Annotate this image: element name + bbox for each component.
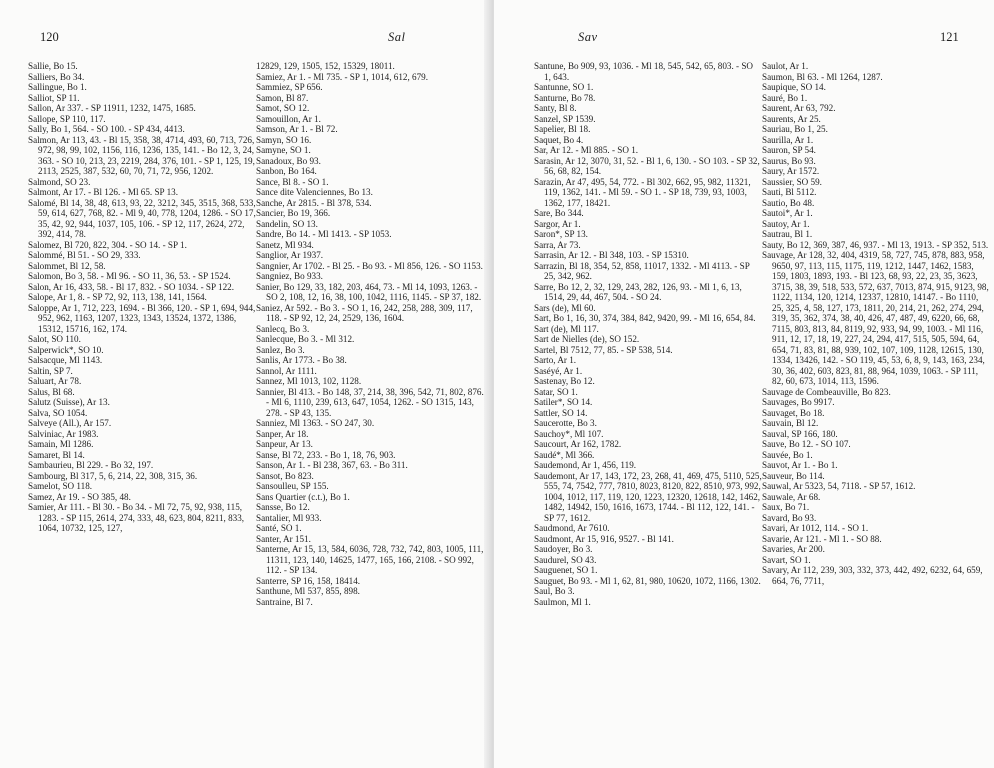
index-entry: Sart, Bo 1, 16, 30, 374, 384, 842, 9420, 99. - Ml 16, 654, 84. xyxy=(534,313,756,323)
index-entry: Saussier, SO 59. xyxy=(762,176,822,187)
index-entry: Sanlis, Ar 1773. - Bo 38. xyxy=(256,355,347,365)
index-entry: Sarrazin, Bl 18, 354, 52, 858, 11017, 1332. - Ml 4113. - SP 25, 342, 962. xyxy=(534,260,750,281)
index-entry: Salliot, SP 11. xyxy=(28,92,80,103)
index-entry: Saquet, Bo 4. xyxy=(534,134,584,145)
index-entry: Sannier, Bl 413. - Bo 148, 37, 214, 38, 396, 542, 71, 802, 876. - Ml 6, 1110, 239, 613, 647, 1054, 1262. - SO 1315, 143, 278. - SP 43, 135. xyxy=(256,386,484,418)
index-entry: Sapelier, Bl 18. xyxy=(534,124,591,134)
right-running-head: Sav xyxy=(578,30,598,44)
index-entry: Sartel, Bl 7512, 77, 85. - SP 538, 514. xyxy=(534,344,673,355)
index-entry: Santalier, Ml 933. xyxy=(256,512,322,523)
index-entry: Salomé, Bl 14, 38, 48, 613, 93, 22, 3212, 345, 3515, 368, 533, 59, 614, 627, 768, 82. - Ml 9, 40, 778, 1204, 1286. - SO 17, 35, 42, 92, 944, 1037, 105, 106. - SP 12, 117, 2624, 272, 392, 414, 78. xyxy=(28,197,256,239)
index-entry: Sarra, Ar 73. xyxy=(534,239,581,250)
index-entry: Saurilla, Ar 1. xyxy=(762,134,814,145)
index-entry: 12829, 129, 1505, 152, 15329, 18011. xyxy=(256,61,395,71)
index-entry: Saloppe, Ar 1, 712, 223, 1694. - Bl 366, 120. - SP 1, 694, 944, 952, 962, 1163, 1207, 1323, 1343, 13524, 1372, 1386, 15312, 15716, 162, 174. xyxy=(28,302,256,334)
index-entry: Santerne, Ar 15, 13, 584, 6036, 728, 732, 742, 803, 1005, 111, 11311, 123, 140, 14625, 1477, 165, 166, 2108. - SO 992, 112. - SP 134. xyxy=(256,544,484,575)
index-entry: Samon, Bl 87. xyxy=(256,92,309,103)
index-entry: Santhune, Ml 537, 855, 898. xyxy=(256,586,360,596)
index-entry: Satar, SO 1. xyxy=(534,386,578,397)
index-entry: Saucourt, Ar 162, 1782. xyxy=(534,439,622,449)
index-entry: Sance dite Valenciennes, Bo 13. xyxy=(256,187,373,197)
index-entry: Sanpeur, Ar 13. xyxy=(256,439,313,449)
index-entry: Sanetz, Ml 934. xyxy=(256,239,314,250)
index-entry: Sare, Bo 344. xyxy=(534,208,584,218)
index-entry: Samain, Ml 1286. xyxy=(28,439,94,449)
index-entry: Sandre, Bo 14. - Ml 1413. - SP 1053. xyxy=(256,229,392,239)
right-page xyxy=(494,0,994,768)
index-entry: Sauval, SP 166, 180. xyxy=(762,428,838,439)
index-entry: Sanzel, SP 1539. xyxy=(534,113,596,124)
index-entry: Saul, Bo 3. xyxy=(534,586,575,596)
index-entry: Sars (de), Ml 60. xyxy=(534,302,596,313)
index-entry: Sauwal, Ar 5323, 54, 7118. - SP 57, 1612. xyxy=(762,481,916,491)
index-entry: Salomon, Bo 3, 58. - Ml 96. - SO 11, 36, 53. - SP 1524. xyxy=(28,271,231,281)
index-entry: Saupique, SO 14. xyxy=(762,82,826,92)
index-entry: Sanper, Ar 18. xyxy=(256,428,309,439)
index-entry: Sart de Nielles (de), SO 152. xyxy=(534,334,640,344)
index-entry: Sallope, SP 110, 117. xyxy=(28,113,106,124)
index-entry: Sally, Bo 1, 564. - SO 100. - SP 434, 4413. xyxy=(28,124,185,134)
index-entry: Savarie, Ar 121. - Ml 1. - SO 88. xyxy=(762,533,882,544)
index-entry: Sarazin, Ar 47, 495, 54, 772. - Bl 302, 662, 95, 982, 11321, 119, 1362, 141. - Ml 59. - SO 1. - SP 18, 739, 93, 1003, 1362, 177, 18421. xyxy=(534,176,751,208)
index-entry: Saudmont, Ar 15, 916, 9527. - Bl 141. xyxy=(534,533,674,544)
right-page-number: 121 xyxy=(940,30,959,44)
index-entry: Sannol, Ar 1111. xyxy=(256,365,317,376)
index-entry: Saudoyer, Bo 3. xyxy=(534,544,593,554)
index-entry: Savard, Bo 93. xyxy=(762,512,817,523)
left-page-number: 120 xyxy=(40,30,59,44)
index-entry: Samiez, Ar 1. - Ml 735. - SP 1, 1014, 612, 679. xyxy=(256,71,429,82)
index-entry: Samaret, Bl 14. xyxy=(28,449,85,460)
index-entry: Sautrau, Bl 1. xyxy=(762,229,813,239)
index-entry: Sans Quartier (c.t.), Bo 1. xyxy=(256,491,350,502)
index-entry: Savary, Ar 112, 239, 303, 332, 373, 442, 492, 6232, 64, 659, 664, 76, 7711, xyxy=(762,565,983,586)
index-entry: Salliers, Bo 34. xyxy=(28,71,85,82)
index-entry: Saucerotte, Bo 3. xyxy=(534,418,597,428)
index-entry: Sanniez, Ml 1363. - SO 247, 30. xyxy=(256,418,375,428)
index-entry: Samier, Ar 111. - Bl 30. - Bo 34. - Ml 72, 75, 92, 938, 115, 1283. - SP 115, 2614, 274, 333, 48, 623, 804, 8211, 833, 1064, 10732, 125, 127, xyxy=(28,502,245,533)
index-entry: Salmon, Ar 113, 43. - Bl 15, 358, 38, 4714, 493, 60, 713, 726, 972, 98, 99, 102, 1156, 116, 1236, 135, 141. - Bo 12, 3, 24, 363. - SO 10, 213, 23, 2219, 284, 376, 101. - SP 1, 125, 19, 2113, 2525, 387, 532, 60, 70, 71, 72, 956, 1202. xyxy=(28,134,255,176)
index-entry: Savari, Ar 1012, 114. - SO 1. xyxy=(762,523,869,533)
index-entry: Sallie, Bo 15. xyxy=(28,61,78,71)
left-column-2 xyxy=(256,61,484,607)
index-entry: Saron*, SP 13. xyxy=(534,229,588,239)
left-column-1 xyxy=(28,61,256,534)
left-page xyxy=(0,0,492,768)
index-entry: Sandelin, SO 13. xyxy=(256,218,318,229)
index-entry: Saudé*, Ml 366. xyxy=(534,449,595,460)
index-entry: Salviniac, Ar 1983. xyxy=(28,428,99,439)
index-entry: Sanche, Ar 2815. - Bl 378, 534. xyxy=(256,197,372,208)
index-entry: Samelot, SO 118. xyxy=(28,481,93,491)
index-entry: Santé, SO 1. xyxy=(256,523,302,533)
index-entry: Santraine, Bl 7. xyxy=(256,596,313,607)
index-entry: Salperwick*, SO 10. xyxy=(28,344,104,355)
index-entry: Saulmon, Ml 1. xyxy=(534,596,591,607)
index-entry: Sansot, Bo 823. xyxy=(256,470,314,481)
index-entry: Sansse, Bo 12. xyxy=(256,502,310,512)
index-entry: Sauguenet, SO 1. xyxy=(534,565,598,575)
index-entry: Saurus, Bo 93. xyxy=(762,155,816,166)
index-entry: Salot, SO 110. xyxy=(28,334,81,344)
index-entry: Salope, Ar 1, 8. - SP 72, 92, 113, 138, 141, 1564. xyxy=(28,292,207,302)
index-entry: Sangniez, Bo 933. xyxy=(256,271,323,281)
index-entry: Saumon, Bl 63. - Ml 1264, 1287. xyxy=(762,71,883,82)
index-entry: Sautio, Bo 48. xyxy=(762,197,815,208)
index-entry: Sauvages, Bo 9917. xyxy=(762,397,835,407)
index-entry: Sanse, Bl 72, 233. - Bo 1, 18, 76, 903. xyxy=(256,449,396,460)
index-entry: Saurent, Ar 63, 792. xyxy=(762,103,836,113)
right-column-1 xyxy=(534,61,762,607)
index-entry: Salon, Ar 16, 433, 58. - Bl 17, 832. - SO 1034. - SP 122. xyxy=(28,281,234,292)
index-entry: Sautoi*, Ar 1. xyxy=(762,208,813,218)
index-entry: Sanier, Bo 129, 33, 182, 203, 464, 73. - Ml 14, 1093, 1263. - SO 2, 108, 12, 16, 38, 100, 1042, 1116, 1145. - SP 37, 182. xyxy=(256,281,482,302)
index-entry: Sar, Ar 12. - Ml 885. - SO 1. xyxy=(534,145,639,155)
index-entry: Savaries, Ar 200. xyxy=(762,544,825,554)
index-entry: Satiler*, SO 14. xyxy=(534,397,593,407)
index-entry: Saux, Bo 71. xyxy=(762,502,810,512)
index-entry: Santunne, SO 1. xyxy=(534,82,594,92)
index-entry: Saurents, Ar 25. xyxy=(762,113,821,124)
index-entry: Sannez, Ml 1013, 102, 1128. xyxy=(256,376,362,386)
left-running-head: Sal xyxy=(388,30,406,44)
index-entry: Sauré, Bo 1. xyxy=(762,92,808,103)
index-entry: Samouillon, Ar 1. xyxy=(256,113,321,124)
index-entry: Sammiez, SP 656. xyxy=(256,82,323,92)
index-entry: Sarasin, Ar 12, 3070, 31, 52. - Bl 1, 6, 130. - SO 103. - SP 32, 56, 68, 82, 154. xyxy=(534,155,760,176)
index-entry: Saniez, Ar 592. - Bo 3. - SO 1, 16, 242, 258, 288, 309, 117, 118. - SP 92, 12, 24, 2529, 136, 1604. xyxy=(256,302,473,323)
index-entry: Salveye (All.), Ar 157. xyxy=(28,418,112,428)
index-entry: Sauve, Bo 12. - SO 107. xyxy=(762,439,851,449)
index-entry: Salommet, Bl 12, 58. xyxy=(28,260,106,271)
index-entry: Sanlez, Bo 3. xyxy=(256,344,305,355)
index-entry: Salsacque, Ml 1143. xyxy=(28,355,103,365)
index-entry: Saluart, Ar 78. xyxy=(28,376,82,386)
index-entry: Sance, Bl 8. - SO 1. xyxy=(256,176,329,187)
right-column-2 xyxy=(762,61,990,586)
index-entry: Saudmond, Ar 7610. xyxy=(534,523,610,533)
index-entry: Sauvot, Ar 1. - Bo 1. xyxy=(762,460,838,470)
index-entry: Sanadoux, Bo 93. xyxy=(256,155,321,166)
index-entry: Santurne, Bo 78. xyxy=(534,92,596,103)
index-entry: Sambaurieu, Bl 229. - Bo 32, 197. xyxy=(28,460,154,470)
index-entry: Saséyé, Ar 1. xyxy=(534,365,583,376)
index-entry: Samyne, SO 1. xyxy=(256,145,311,155)
index-entry: Sallingue, Bo 1. xyxy=(28,82,87,92)
index-entry: Sauvée, Bo 1. xyxy=(762,449,813,460)
index-entry: Sarto, Ar 1. xyxy=(534,355,577,365)
index-entry: Santer, Ar 151. xyxy=(256,533,311,544)
index-entry: Santune, Bo 909, 93, 1036. - Ml 18, 545, 542, 65, 803. - SO 1, 643. xyxy=(534,61,753,82)
index-entry: Saudurel, SO 43. xyxy=(534,554,597,565)
index-entry: Samson, Ar 1. - Bl 72. xyxy=(256,124,338,134)
index-entry: Salmond, SO 23. xyxy=(28,176,91,187)
index-entry: Salutz (Suisse), Ar 13. xyxy=(28,397,110,407)
index-entry: Santy, Bl 8. xyxy=(534,103,577,113)
index-entry: Sarre, Bo 12, 2, 32, 129, 243, 282, 126, 93. - Ml 1, 6, 13, 1514, 29, 44, 467, 504. - SO 24. xyxy=(534,281,742,302)
index-entry: Santerre, SP 16, 158, 18414. xyxy=(256,575,361,586)
index-entry: Sauty, Bo 12, 369, 387, 46, 937. - Ml 13, 1913. - SP 352, 513. xyxy=(762,239,989,250)
index-entry: Sanson, Ar 1. - Bl 238, 367, 63. - Bo 311. xyxy=(256,460,408,470)
index-entry: Samez, Ar 19. - SO 385, 48. xyxy=(28,491,131,502)
index-entry: Sattler, SO 14. xyxy=(534,407,588,418)
index-entry: Sauveur, Bo 114. xyxy=(762,470,825,481)
index-entry: Saulot, Ar 1. xyxy=(762,61,809,71)
index-entry: Salva, SO 1054. xyxy=(28,407,88,418)
index-entry: Sart (de), Ml 117. xyxy=(534,323,599,334)
index-entry: Samyn, SO 16. xyxy=(256,134,312,145)
index-entry: Saudemond, Ar 1, 456, 119. xyxy=(534,460,637,470)
index-entry: Sanbon, Bo 164. xyxy=(256,166,317,176)
index-entry: Sancier, Bo 19, 366. xyxy=(256,208,331,218)
index-entry: Sastenay, Bo 12. xyxy=(534,376,595,386)
index-entry: Sargor, Ar 1. xyxy=(534,218,581,229)
index-entry: Salomez, Bl 720, 822, 304. - SO 14. - SP 1. xyxy=(28,239,187,250)
index-entry: Sauvage de Combeauville, Bo 823. xyxy=(762,386,891,397)
index-entry: Sauvage, Ar 128, 32, 404, 4319, 58, 727, 745, 878, 883, 958, 9650, 97, 113, 115, 1175, 119, 1212, 1447, 1462, 1583, 159, 1803, 1893, 193. - Bl 123, 68, 93, 22, 23, 35, 3623, 3715, 38, 39, 518, 533, 572, 637, 7013, 874, 915, 9123, 98, 1122, 1134, 120, 1214, 12337, 12810, 14147. - Bo 1110, 25, 325, 4, 58, 127, 173, 1811, 20, 214, 21, 262, 274, 294, 319, 35, 362, 374, 38, 40, 426, 47, 487, 49, 6220, 66, 68, 7115, 803, 813, 84, 8119, 92, 933, 94, 99, 1003. - Ml 116, 911, 12, 17, 18, 19, 227, 24, 294, 417, 515, 505, 594, 64, 654, 71, 83, 81, 88, 939, 102, 107, 109, 1128, 12615, 130, 1334, 13426, 142. - SO 119, 45, 53, 6, 8, 9, 143, 163, 234, 30, 36, 402, 603, 823, 81, 88, 964, 1039, 1063. - SP 111, 82, 60, 673, 1014, 113, 1596. xyxy=(762,250,989,386)
index-entry: Sauriau, Bo 1, 25. xyxy=(762,124,828,134)
index-entry: Saltin, SP 7. xyxy=(28,365,73,376)
index-entry: Sanlecque, Bo 3. - Ml 312. xyxy=(256,334,355,344)
index-entry: Sanlecq, Bo 3. xyxy=(256,323,310,334)
index-entry: Sauvain, Bl 12. xyxy=(762,418,819,428)
index-entry: Sambourg, Bl 317, 5, 6, 214, 22, 308, 315, 36. xyxy=(28,470,198,481)
index-entry: Sauwale, Ar 68. xyxy=(762,491,821,502)
index-entry: Saury, Ar 1572. xyxy=(762,166,820,176)
index-entry: Salus, Bl 68. xyxy=(28,386,75,397)
index-entry: Saudemont, Ar 17, 143, 172, 23, 268, 41, 469, 475, 5110, 525, 555, 74, 7542, 777, 7810, 8023, 8120, 822, 8510, 973, 992, 1004, 1012, 117, 119, 120, 1223, 12320, 12618, 142, 1462, 1482, 14942, 150, 1616, 1673, 1744. - Bl 112, 122, 141. - SP 77, 1612. xyxy=(534,470,762,523)
index-entry: Sansoulleu, SP 155. xyxy=(256,481,329,491)
index-entry: Sarrasin, Ar 12. - Bl 348, 103. - SP 15310. xyxy=(534,250,689,260)
index-entry: Salommé, Bl 51. - SO 29, 333. xyxy=(28,250,141,260)
index-entry: Salmont, Ar 17. - Bl 126. - Ml 65. SP 13. xyxy=(28,187,178,197)
index-entry: Sangnier, Ar 1702. - Bl 25. - Bo 93. - Ml 856, 126. - SO 1153. xyxy=(256,260,483,271)
index-entry: Sauti, Bl 5112. xyxy=(762,187,817,197)
index-entry: Samot, SO 12. xyxy=(256,103,310,113)
index-entry: Sauvaget, Bo 18. xyxy=(762,407,825,418)
index-entry: Sauron, SP 54. xyxy=(762,145,816,155)
index-entry: Sautoy, Ar 1. xyxy=(762,218,810,229)
index-entry: Sallon, Ar 337. - SP 11911, 1232, 1475, 1685. xyxy=(28,103,196,113)
index-entry: Sauchoy*, Ml 107. xyxy=(534,428,604,439)
index-entry: Savart, SO 1. xyxy=(762,554,811,565)
index-entry: Sanglior, Ar 1937. xyxy=(256,250,324,260)
index-entry: Sauguet, Bo 93. - Ml 1, 62, 81, 980, 10620, 1072, 1166, 1302. xyxy=(534,575,761,586)
